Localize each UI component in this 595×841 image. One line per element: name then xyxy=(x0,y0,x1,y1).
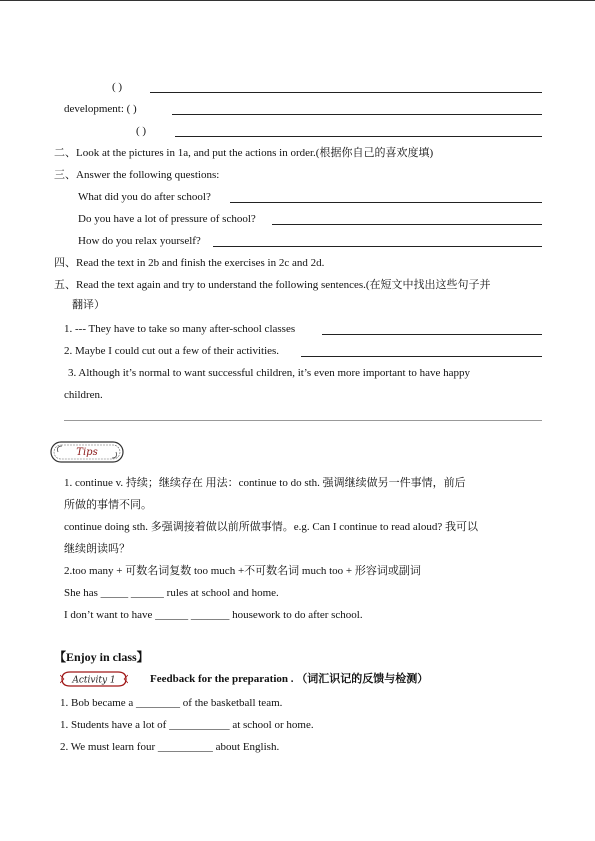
question-3: How do you relax yourself? xyxy=(78,235,201,247)
section-3-instruction: 三、Answer the following questions: xyxy=(54,169,220,181)
answer-paren-1: ( ) xyxy=(112,81,123,93)
translation-line[interactable] xyxy=(64,420,542,421)
answer-paren-3: ( ) xyxy=(136,125,147,137)
section-4-instruction: 四、Read the text in 2b and finish the exercises in 2c and 2d. xyxy=(54,257,325,269)
activity-badge-text: Activity 1 xyxy=(72,675,116,686)
question-2: Do you have a lot of pressure of school? xyxy=(78,213,256,225)
question-3-blank[interactable] xyxy=(213,246,542,247)
tip-line-2: 所做的事情不同。 xyxy=(64,499,152,511)
enjoy-item-3: 2. We must learn four __________ about English. xyxy=(60,741,280,753)
enjoy-in-class-heading: 【Enjoy in class】 xyxy=(54,650,149,664)
enjoy-item-2: 1. Students have a lot of ___________ at school or home. xyxy=(60,719,314,731)
tips-badge-icon xyxy=(50,440,124,464)
section-5-instruction-cont: 翻译） xyxy=(72,299,105,311)
section-2-instruction: 二、Look at the pictures in 1a, and put the actions in order.(根据你自己的喜欢度填) xyxy=(54,147,434,159)
answer-blank-3[interactable] xyxy=(175,136,542,137)
sentence-2: 2. Maybe I could cut out a few of their activities. xyxy=(64,345,280,357)
sentence-3: 3. Although it’s normal to want successful children, it’s even more important to have happy xyxy=(68,367,471,379)
activity-badge-icon xyxy=(60,670,128,688)
sentence-2-blank[interactable] xyxy=(301,356,542,357)
tip-exercise-2: I don’t want to have ______ _______ housework to do after school. xyxy=(64,609,363,621)
section-5-instruction: 五、Read the text again and try to understand the following sentences.(在短文中找出这些句子并 xyxy=(54,279,491,291)
sentence-1: 1. --- They have to take so many after-school classes xyxy=(64,323,296,335)
tip-line-3: continue doing sth. 多强调接着做以前所做事情。e.g. Can I continue to read aloud? 我可以 xyxy=(64,521,478,533)
question-1-blank[interactable] xyxy=(230,202,542,203)
answer-blank-2[interactable] xyxy=(172,114,542,115)
enjoy-item-1: 1. Bob became a ________ of the basketball team. xyxy=(60,697,283,709)
top-rule xyxy=(0,0,595,1)
question-2-blank[interactable] xyxy=(272,224,542,225)
tip-exercise-1: She has _____ ______ rules at school and home. xyxy=(64,587,279,599)
tips-badge xyxy=(50,440,124,464)
tip-line-1: 1. continue v. 持续；继续存在 用法：continue to do sth. 强调继续做另一件事情，前后 xyxy=(64,477,466,489)
tip-line-5: 2.too many + 可数名词复数 too much +不可数名词 much too + 形容词或副词 xyxy=(64,565,421,577)
activity-badge xyxy=(60,670,128,688)
sentence-3-cont: children. xyxy=(64,389,103,401)
tip-line-4: 继续朗读吗？ xyxy=(64,543,130,555)
question-1: What did you do after school? xyxy=(78,191,211,203)
tips-badge-text: Tips xyxy=(76,447,98,458)
feedback-title: Feedback for the preparation . （词汇识记的反馈与检测） xyxy=(150,673,429,685)
development-label: development: ( ) xyxy=(64,103,137,115)
answer-blank-1[interactable] xyxy=(150,92,542,93)
sentence-1-blank[interactable] xyxy=(322,334,542,335)
